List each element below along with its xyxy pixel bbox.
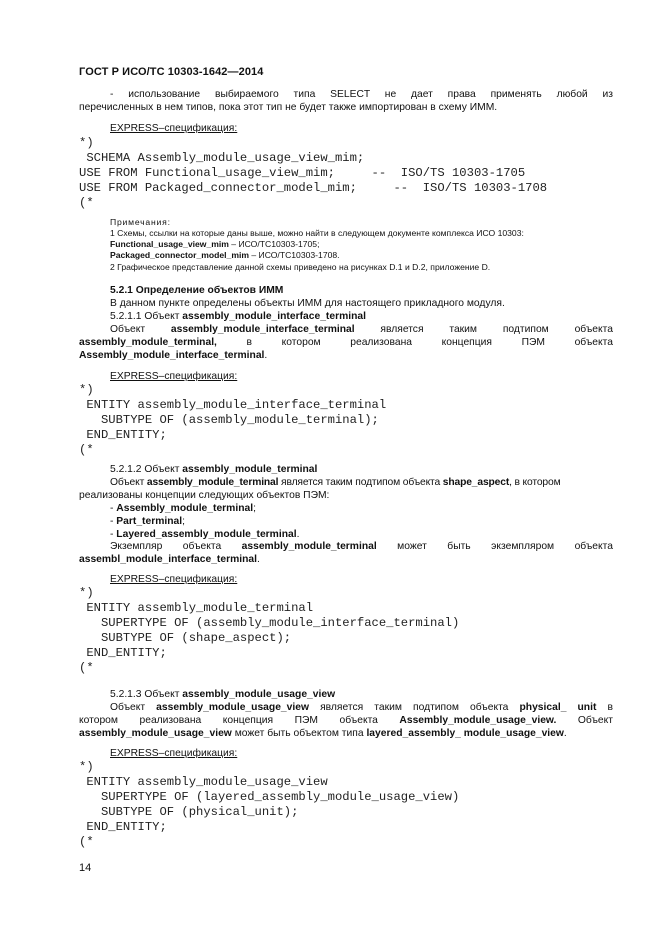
word: котором [281,337,321,348]
word: Объект [110,324,146,335]
word: Assembly_module_usage_view. [399,715,557,726]
code-line: USE FROM Functional_usage_view_mim; -- ISO/TS 10303-1705 [79,166,526,180]
list-item-text: Part_terminal [116,516,183,527]
word: ПЭМ [294,715,318,726]
note-ref-2 [110,250,340,261]
list-dash: - [110,516,117,527]
word: . [563,728,567,739]
word: таким [374,702,402,713]
word: таким [449,324,478,335]
notes-title: Примечания: [110,217,171,227]
code-line: ENTITY assembly_module_interface_terminal [79,398,387,412]
title-prefix: 5.2.1.3 Объект [110,689,183,700]
word: экземпляром [491,541,555,552]
s3-line-1 [79,701,613,714]
s1-line-1 [79,323,613,336]
word: в [607,702,613,713]
intro-word: использование [128,89,201,100]
word: в [246,337,253,348]
word: является [380,324,424,335]
word: Объект [110,702,146,713]
word: Assembly_module_interface_terminal [79,350,265,361]
word: может [397,541,427,552]
code-line: END_ENTITY; [79,428,167,442]
code-line: SUBTYPE OF (assembly_module_terminal); [79,413,379,427]
page-number: 14 [79,862,92,874]
title-prefix: 5.2.1.2 Объект [110,464,183,475]
word: ; [253,503,256,514]
word: является [320,702,364,713]
s2-example-line-2 [79,553,260,566]
code-close: (* [79,835,94,849]
word: assembly_module_terminal [241,541,377,552]
word: ПЭМ [521,337,545,348]
note-2: 2 Графическое представление данной схемы приведено на рисунках D.1 и D.2, приложение D. [110,262,491,272]
list-item [110,515,185,528]
word: объекта [574,337,613,348]
word: . [256,554,260,565]
intro-line-2: перечисленных в нем типов, пока этот тип не будет также импортирован в схему ИММ. [79,102,498,113]
s1-line-2 [79,336,613,349]
s3-line-2 [79,714,613,727]
word: концепция [222,715,274,726]
express-label: EXPRESS–спецификация: [110,748,238,759]
code-open: *) [79,760,94,774]
document-header: ГОСТ Р ИСО/ТС 10303-1642—2014 [79,66,264,78]
code-close: (* [79,661,94,675]
word: концепция [441,337,492,348]
word: объекта [574,541,613,552]
intro-line-1 [79,88,613,101]
list-dash: - [110,503,117,514]
code-close: (* [79,196,94,210]
note-1: 1 Схемы, ссылки на которые даны выше, можно найти в следующем документе комплекса ИСО 10303: [110,228,524,238]
title-name: assembly_module_terminal [182,464,318,475]
word: assembly_module_terminal [146,477,279,488]
code-line: SUPERTYPE OF (assembly_module_interface_terminal) [79,616,460,630]
s1-line-3 [79,349,267,362]
code-line: USE FROM Packaged_connector_model_mim; -- ISO/TS 10303-1708 [79,181,548,195]
code-line: SUBTYPE OF (shape_aspect); [79,631,292,645]
word: shape_aspect [442,477,510,488]
word: Объект [110,477,147,488]
word: подтипом [502,324,549,335]
title-prefix: 5.2.1.1 Объект [110,311,183,322]
word: assembly_module_interface_terminal [170,324,355,335]
intro-word: из [602,89,613,100]
word: может быть объектом типа [231,728,367,739]
word: котором [79,715,118,726]
section-heading: 5.2.1 Определение объектов ИММ [110,285,284,296]
code-line: ENTITY assembly_module_terminal [79,601,314,615]
ref-std: – ИСО/ТС10303-1708. [249,250,340,260]
code-line: SUPERTYPE OF (layered_assembly_module_usage_view) [79,790,460,804]
s2-line-1 [110,476,561,489]
word: layered_assembly_ module_usage_view [366,728,564,739]
intro-word: права [447,89,476,100]
code-line: ENTITY assembly_module_usage_view [79,775,328,789]
ref-name: Functional_usage_view_mim [110,239,229,249]
word: объекта [470,702,509,713]
word: объекта [182,541,222,552]
word: является таким подтипом объекта [278,477,443,488]
intro-word: любой [556,89,588,100]
section-intro: В данном пункте определены объекты ИММ для настоящего прикладного модуля. [110,298,505,309]
intro-word: - [110,89,114,100]
word: ; [182,516,185,527]
ref-std: – ИСО/ТС10303-1705; [228,239,320,249]
list-item-text: Assembly_module_terminal [116,503,254,514]
word: physical_ [519,702,567,713]
code-line: END_ENTITY; [79,820,167,834]
intro-word: дает [411,89,433,100]
code-line: SUBTYPE OF (physical_unit); [79,805,299,819]
code-line: SCHEMA Assembly_module_usage_view_mim; [79,151,365,165]
subsection-title [110,310,366,323]
express-label: EXPRESS–спецификация: [110,574,238,585]
s3-line-3 [79,727,567,740]
word: подтипом [413,702,459,713]
code-open: *) [79,136,94,150]
word: объекта [574,324,613,335]
word: Экземпляр [110,541,163,552]
note-ref-1 [110,239,319,250]
word: Объект [577,715,613,726]
word: assembly_module_terminal, [79,337,217,348]
s2-line-2: реализованы концепции следующих объектов ПЭМ: [79,490,330,501]
code-close: (* [79,443,94,457]
word: unit [577,702,597,713]
intro-word: SELECT [330,89,370,100]
intro-word: не [384,89,397,100]
word: быть [447,541,471,552]
word: assembl_module_interface_terminal [79,554,257,565]
word: assembly_module_usage_view [79,728,232,739]
ref-name: Packaged_connector_model_mim [110,250,249,260]
list-item-text: Layered_assembly_module_terminal [116,529,297,540]
intro-word: применять [490,89,542,100]
subsection-title [110,688,335,701]
word: реализована [139,715,202,726]
word: объекта [339,715,378,726]
express-label: EXPRESS–спецификация: [110,123,238,134]
code-open: *) [79,586,94,600]
subsection-title [110,463,317,476]
title-name: assembly_module_usage_view [182,689,336,700]
intro-word: выбираемого [214,89,279,100]
word: assembly_module_usage_view [156,702,309,713]
list-dash: - [110,529,117,540]
word: . [296,529,300,540]
word: , в котором [509,477,561,488]
code-line: END_ENTITY; [79,646,167,660]
title-name: assembly_module_interface_terminal [182,311,366,322]
list-item [110,502,256,515]
intro-word: типа [293,89,316,100]
s2-example-line-1 [79,540,613,553]
code-open: *) [79,383,94,397]
express-label: EXPRESS–спецификация: [110,371,238,382]
word: реализована [350,337,413,348]
word: . [264,350,268,361]
